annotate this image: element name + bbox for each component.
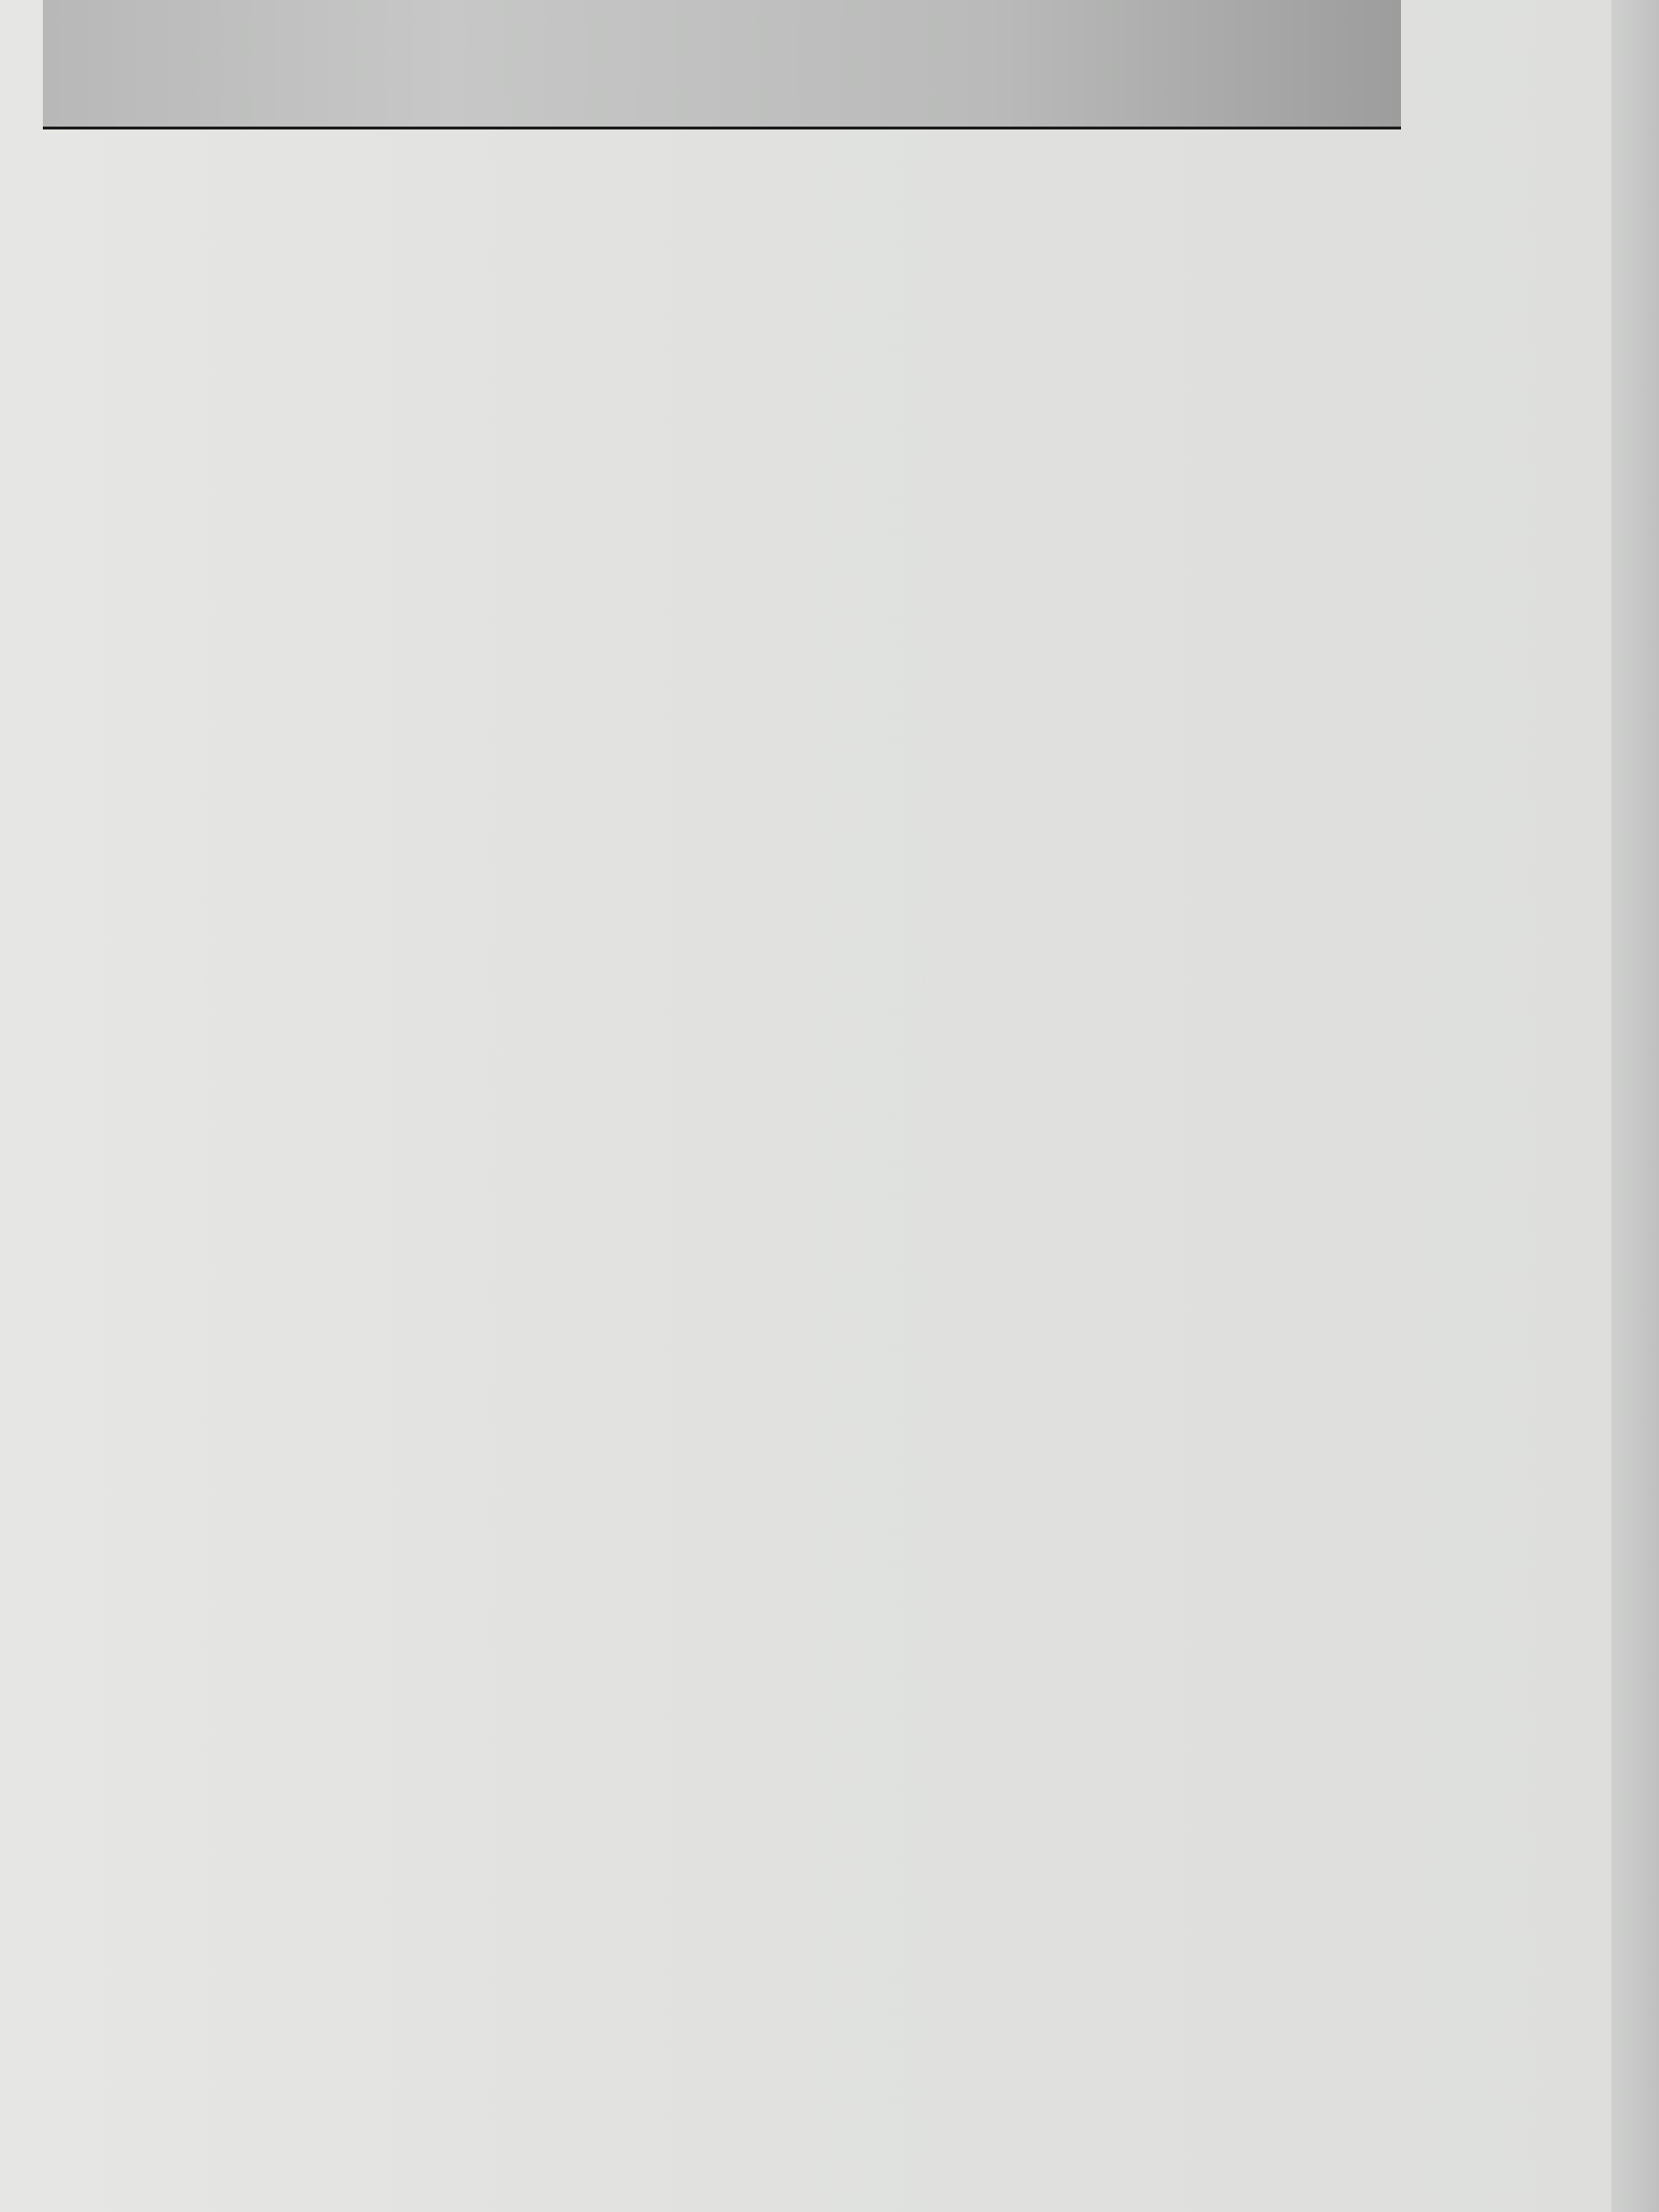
book-gutter xyxy=(1611,0,1659,2212)
left-column xyxy=(33,504,715,543)
title-banner xyxy=(43,0,1401,129)
